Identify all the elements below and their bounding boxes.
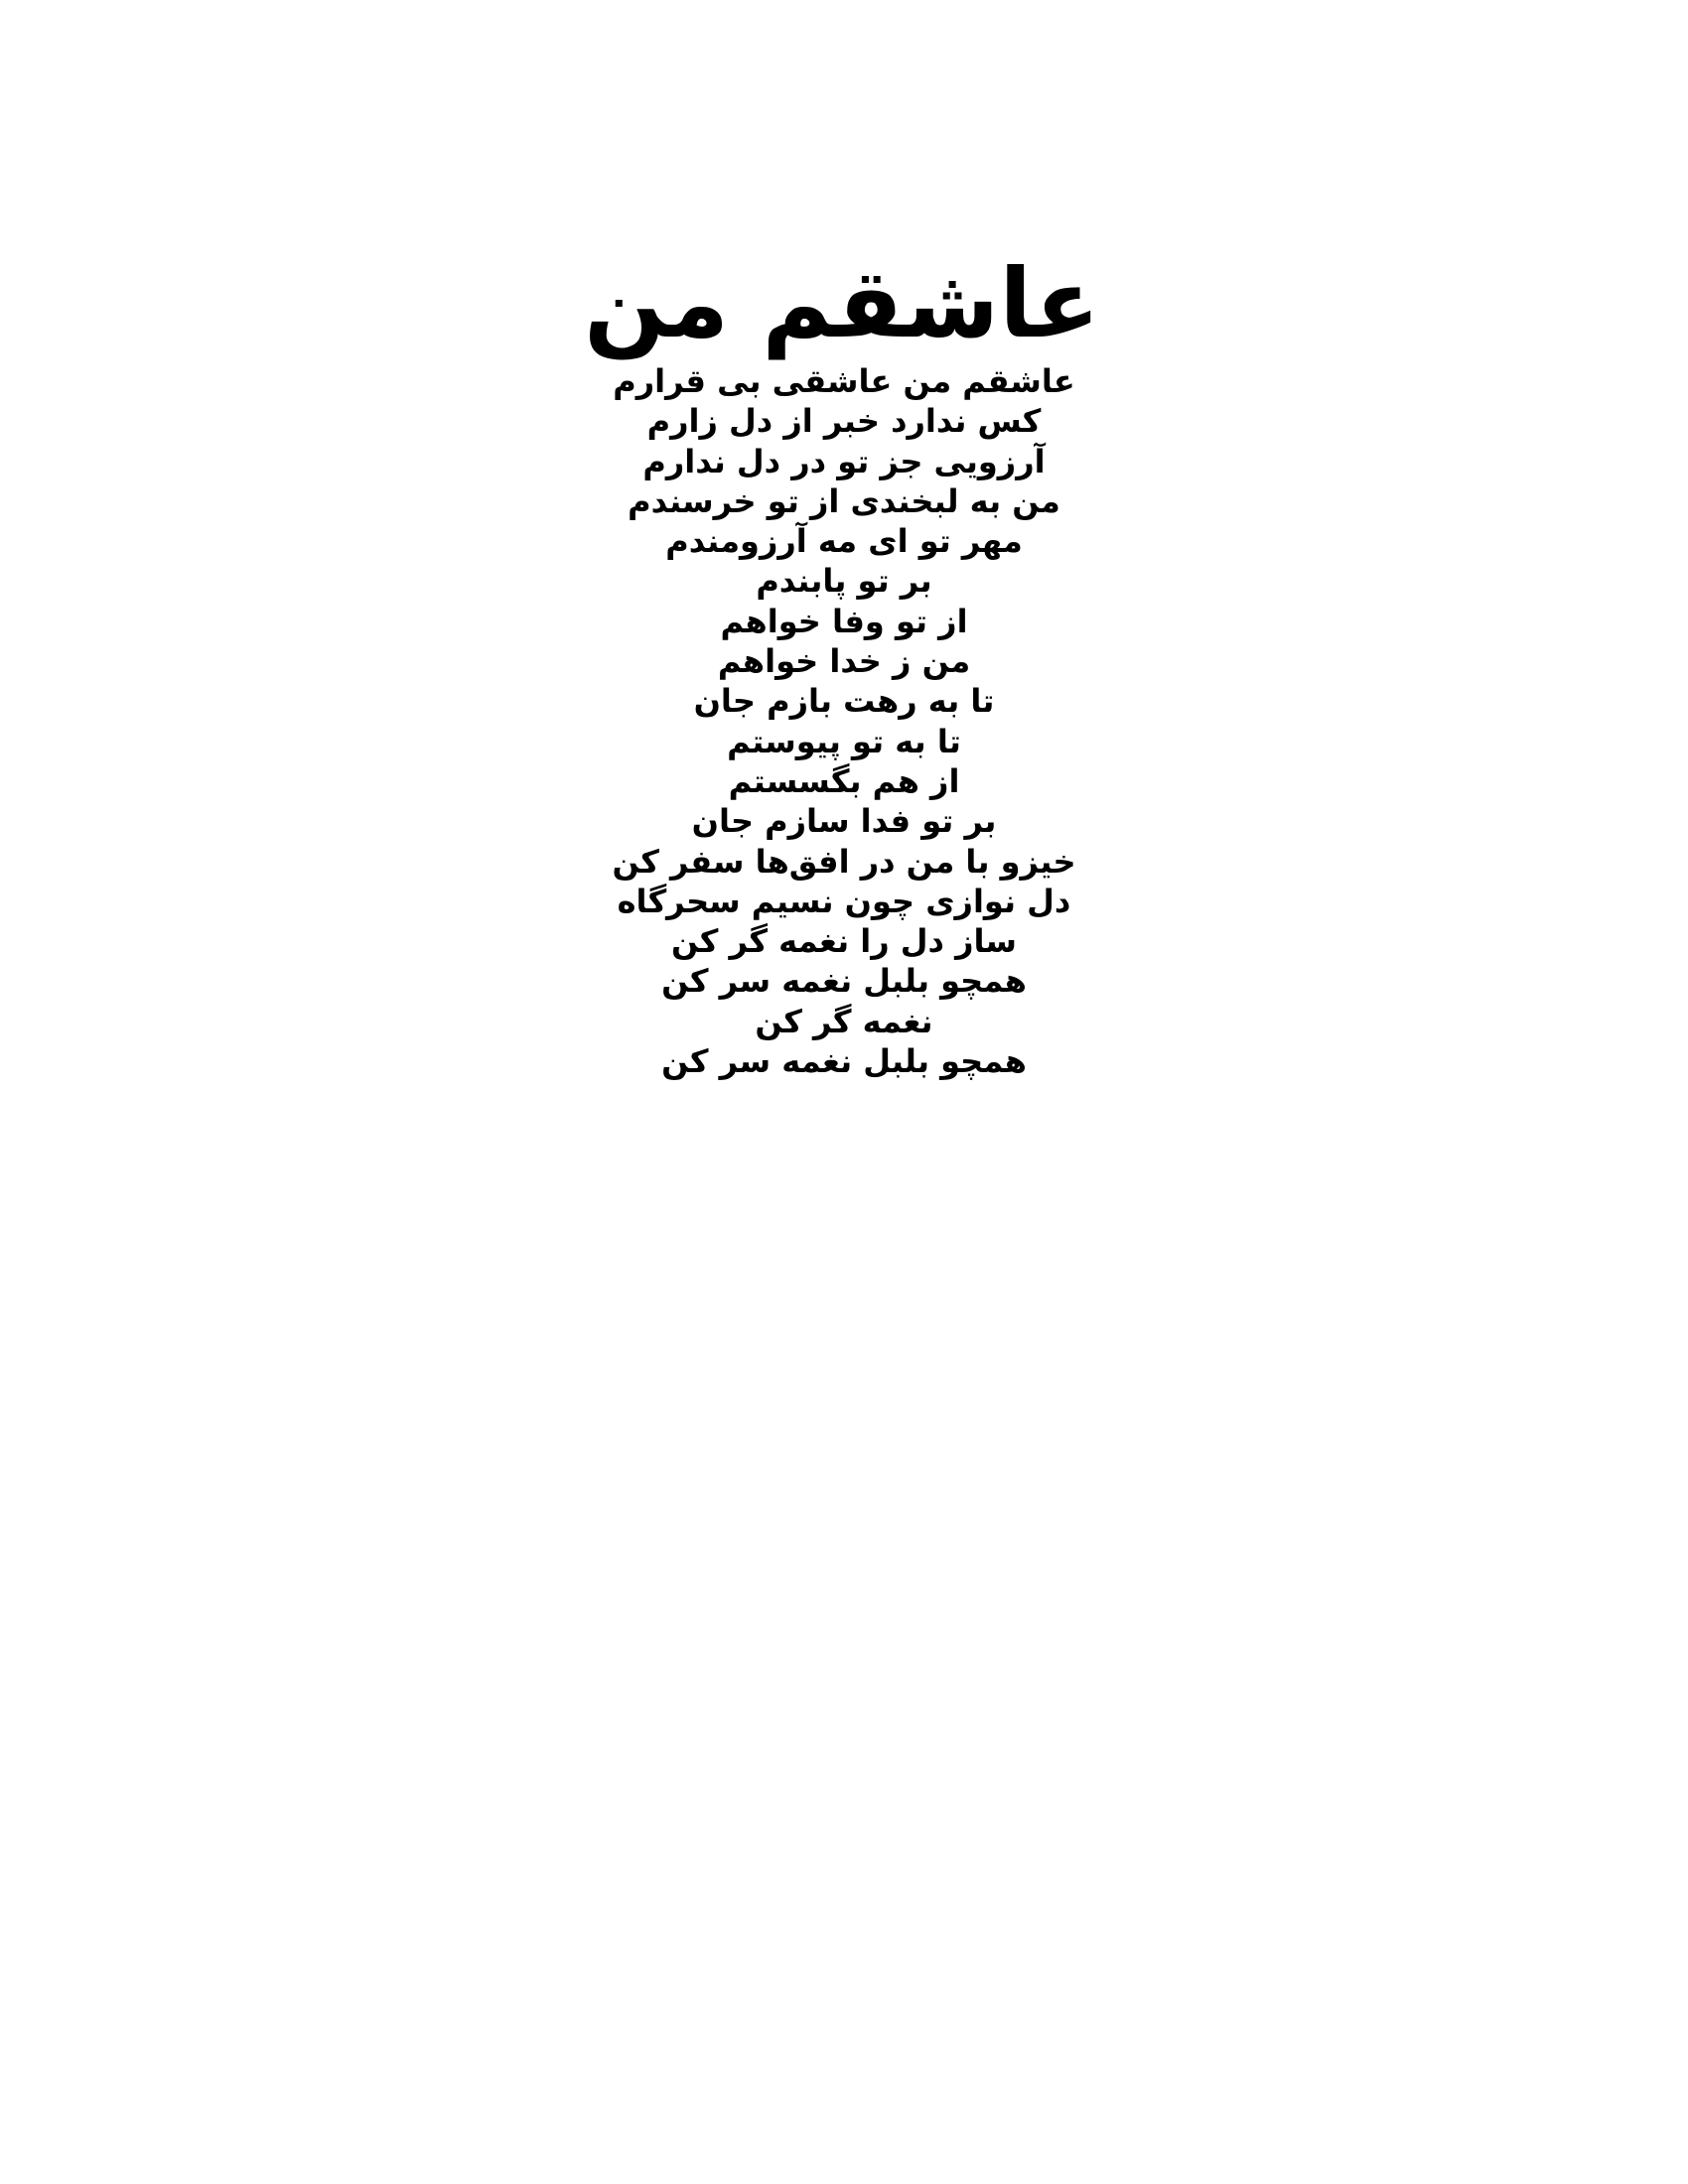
poem-title: عاشقم من: [584, 248, 1100, 359]
poem-line: کس ندارد خبر از دل زارم: [646, 402, 1042, 441]
poem-line: از هم بگسستم: [728, 761, 960, 800]
poem-line: همچو بلبل نغمه سر کن: [661, 962, 1027, 1001]
poem-line: از تو وفا خواهم: [720, 602, 968, 640]
poem-line: بر تو پابندم: [756, 562, 932, 601]
poem-line: خیزو با من در افق‌ها سفر کن: [612, 842, 1076, 881]
poem-line: ساز دل را نغمه گر کن: [670, 922, 1018, 961]
poem-line: تا به تو پیوستم: [727, 722, 961, 760]
poem-line: دل نوازی چون نسیم سحرگاه: [617, 882, 1071, 920]
poem-line: بر تو فدا سازم جان: [691, 802, 997, 841]
poem-line: من به لبخندی از تو خرسندم: [628, 481, 1060, 520]
poem-lines: [0, 361, 1688, 1081]
poem-line: نغمه گر کن: [755, 1002, 933, 1040]
poem-line: تا به رهت بازم جان: [693, 682, 995, 721]
poem-line: عاشقم من عاشقی بی قرارم: [613, 362, 1075, 400]
poem-line: من ز خدا خواهم: [717, 642, 971, 681]
poem-line: مهر تو ای مه آرزومندم: [665, 522, 1023, 561]
poem: [0, 246, 1688, 1081]
poem-line: همچو بلبل نغمه سر کن: [661, 1042, 1027, 1081]
poem-line: آرزویی جز تو در دل ندارم: [642, 442, 1046, 480]
